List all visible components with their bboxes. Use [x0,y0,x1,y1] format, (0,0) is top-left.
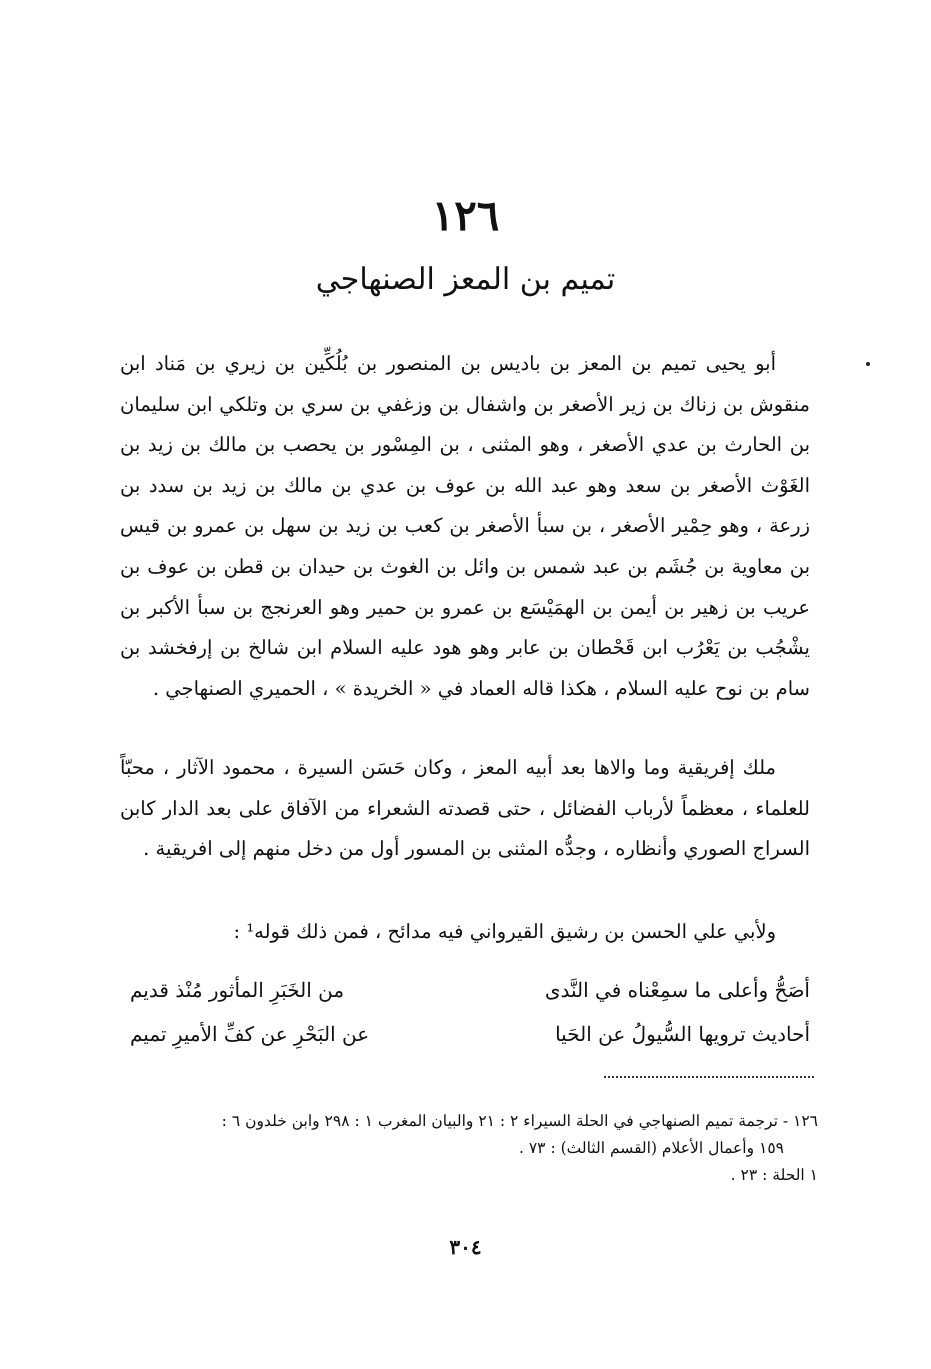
footnote-sources-continuation: ١٥٩ وأعمال الأعلام (القسم الثالث) : ٧٣ . [519,1139,784,1157]
verse-second-hemistich: عن البَحْرِ عن كفِّ الأميرِ تميم [130,1022,370,1046]
paragraph-text: ولأبي علي الحسن بن رشيق القيرواني فيه مدائح ، فمن ذلك قوله¹ : [233,920,776,943]
biography-paragraph-reign [120,748,810,870]
stray-ink-dot [866,362,870,366]
poem [130,968,810,1056]
footnotes [118,1108,818,1189]
verse-first-hemistich: أحاديث ترويها السُّيولُ عن الحَيا [555,1022,810,1046]
poem-verse [130,1012,810,1056]
entry-title: تميم بن المعز الصنهاجي [315,262,616,297]
paragraph-text: أبو يحيى تميم بن المعز بن باديس بن المنصور بن بُلُكِّين بن زيري بن مَناد ابن منقوش بن زناك بن زير الأصغر بن واشفال بن وزغفي بن سري بن وتلكي ابن سليمان بن الحارث بن عدي الأصغر ، وهو المثنى ، بن المِسْور بن يحصب بن مالك بن زيد بن الغَوْث الأصغر بن سعد وهو عبد الله بن عوف بن عدي بن مالك بن زيد بن سدد بن زرعة ، وهو حِمْير الأصغر ، بن سبأ الأصغر بن كعب بن زيد بن سهل بن عمرو بن قيس بن معاوية بن جُشَم بن عبد شمس بن وائل بن الغوث بن حيدان بن قطن بن عوف بن عريب بن زهير بن أيمن بن الهمَيْسَع بن عمرو بن حمير وهو العرنجج بن سبأ الأكبر بن يشْجُب بن يَعْرُب ابن قَحْطان بن عابر وهو هود عليه السلام ابن شالخ بن إرفخشد بن سام بن نوح عليه السلام ، هكذا قاله العماد في « الخريدة » ، الحميري الصنهاجي . [120,352,810,700]
biography-paragraph-poetry-intro [120,912,810,953]
verse-second-hemistich: من الخَبَرِ المأثور مُنْذ قديم [130,978,345,1002]
footnote-1: ١ الحلة : ٢٣ . [730,1166,818,1184]
entry-number: ١٢٦ [431,191,500,240]
verse-first-hemistich: أصَحُّ وأعلى ما سمِعْناه في النَّدى [544,978,810,1002]
biography-paragraph-lineage [120,344,810,709]
footnote-sources: ١٢٦ - ترجمة تميم الصنهاجي في الحلة السيراء ٢ : ٢١ والبيان المغرب ١ : ٢٩٨ وابن خلدون ٦ : [221,1112,818,1130]
footnote-separator [604,1076,814,1078]
page-number: ٣٠٤ [449,1235,482,1259]
poem-verse [130,968,810,1012]
paragraph-text: ملك إفريقية وما والاها بعد أبيه المعز ، وكان حَسَن السيرة ، محمود الآثار ، محبّاً للعلماء ، معظماً لأرباب الفضائل ، حتى قصدته الشعراء من الآفاق على بعد الدار كابن السراج الصوري وأنظاره ، وجدُّه المثنى بن المسور أول من دخل منهم إلى افريقية . [120,756,810,861]
